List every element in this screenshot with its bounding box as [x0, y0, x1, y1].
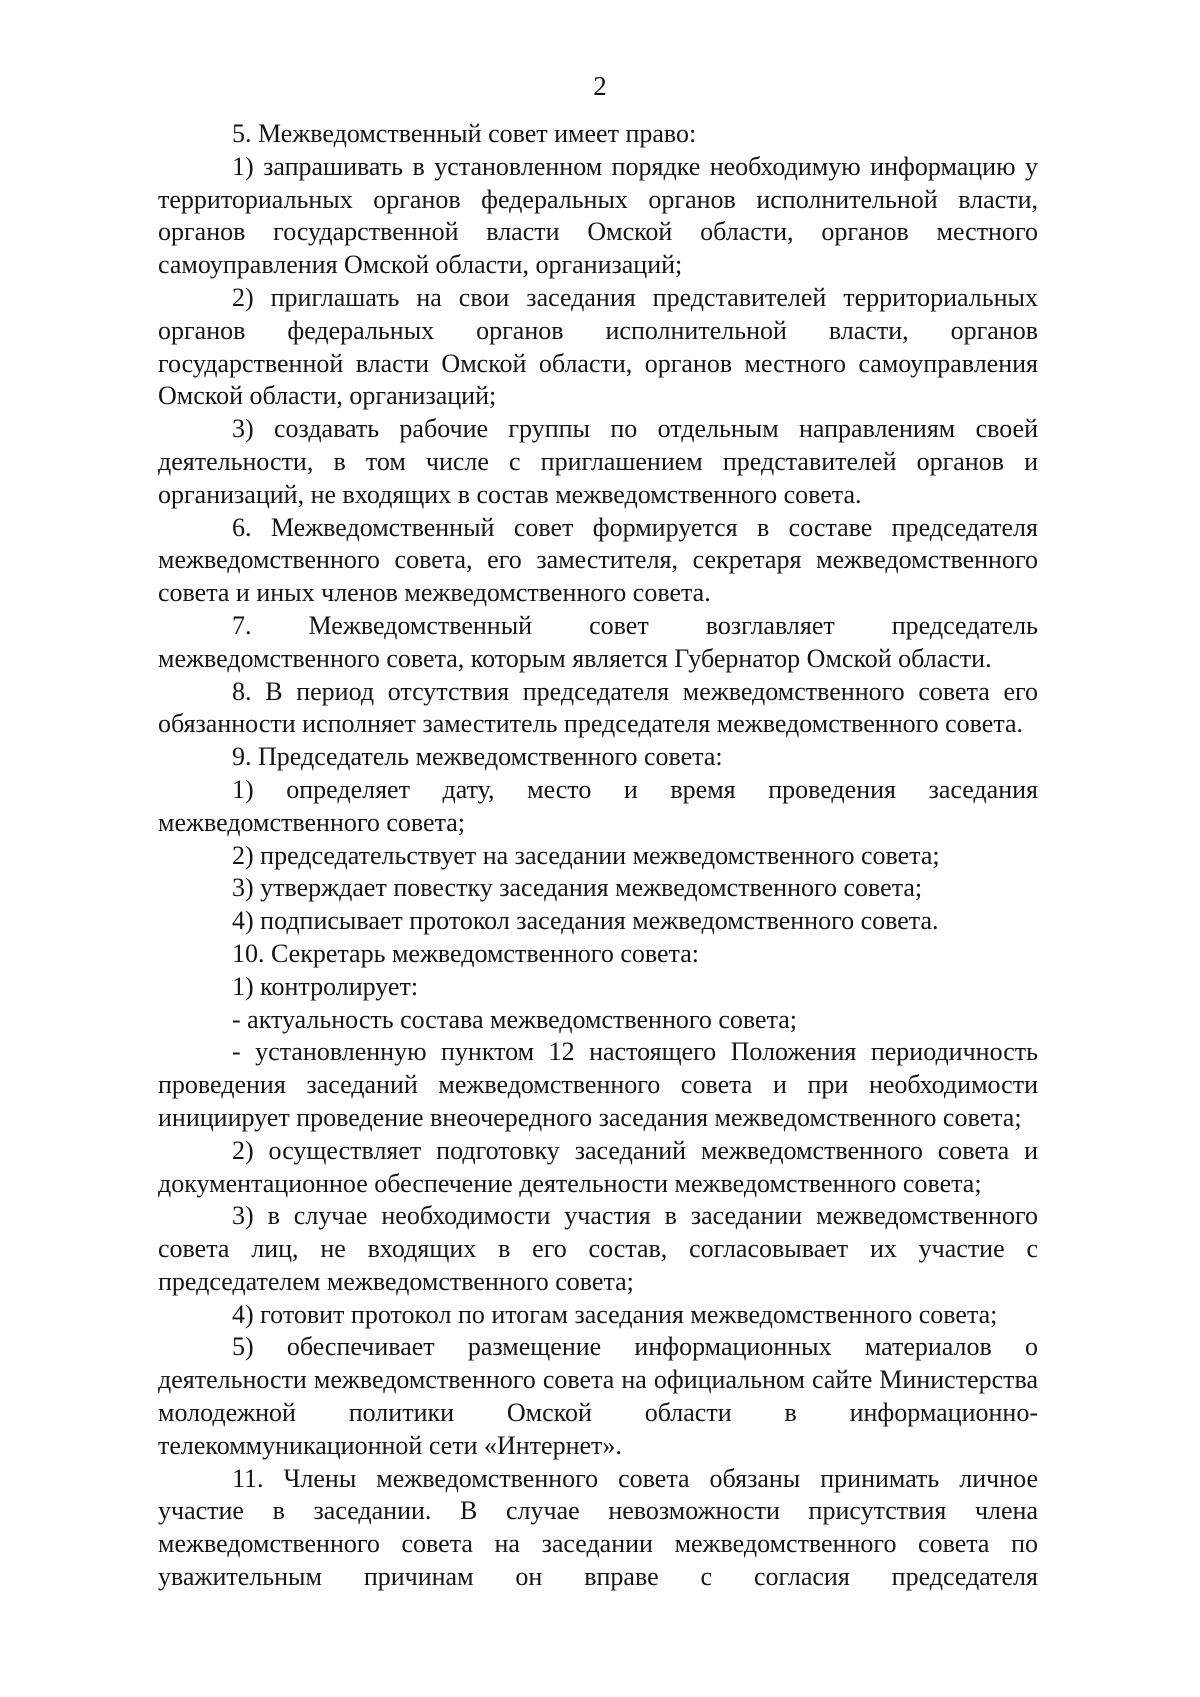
paragraph-6: 6. Межведомственный совет формируется в составе председателя межведомственного совета, его заместителя, секретаря межведомственного совета и иных членов межведомственного совета. — [158, 512, 1038, 608]
page-number: 2 — [593, 71, 607, 101]
paragraph-9-item-1: 1) определяет дату, место и время проведения заседания межведомственного совета; — [158, 774, 1038, 837]
document-body — [158, 118, 1038, 1594]
paragraph-10-item-1-dash-1: - актуальность состава межведомственного совета; — [232, 1004, 798, 1034]
paragraph-8: 8. В период отсутствия председателя межведомственного совета его обязанности исполняет заместитель председателя межведомственного совета. — [158, 676, 1038, 739]
paragraph-10-item-3: 3) в случае необходимости участия в заседании межведомственного совета лиц, не входящих в его состав, согласовывает их участие с председателем межведомственного совета; — [158, 1201, 1038, 1296]
paragraph-7: 7. Межведомственный совет возглавляет председатель межведомственного совета, которым является Губернатор Омской области. — [158, 610, 1038, 673]
paragraph-9-item-3: 3) утверждает повестку заседания межведомственного совета; — [232, 873, 923, 903]
paragraph-10-secretary: 10. Секретарь межведомственного совета: — [232, 938, 699, 968]
paragraph-10-item-1-dash-2: - установленную пунктом 12 настоящего Положения периодичность проведения заседаний межведомственного совета и при необходимости инициирует проведение внеочередного заседания межведомственного совета; — [158, 1037, 1038, 1132]
paragraph-10-item-2: 2) осуществляет подготовку заседаний межведомственного совета и документационное обеспечение деятельности межведомственного совета; — [158, 1135, 1038, 1198]
paragraph-11: 11. Члены межведомственного совета обязаны принимать личное участие в заседании. В случае невозможности присутствия члена межведомственного совета на заседании межведомственного совета по уважительным причинам он вправе с согласия председателя — [158, 1463, 1038, 1592]
paragraph-10-item-4: 4) готовит протокол по итогам заседания межведомственного совета; — [232, 1299, 998, 1329]
paragraph-9-chair: 9. Председатель межведомственного совета: — [232, 742, 723, 772]
paragraph-9-item-4: 4) подписывает протокол заседания межведомственного совета. — [232, 906, 939, 936]
paragraph-10-item-1: 1) контролирует: — [232, 971, 419, 1001]
paragraph-5-rights: 5. Межведомственный совет имеет право: — [232, 119, 697, 148]
paragraph-5-item-3: 3) создавать рабочие группы по отдельным направлениям своей деятельности, в том числе с приглашением представителей органов и организаций, не входящих в состав межведомственного совета. — [158, 414, 1038, 509]
paragraph-5-item-1: 1) запрашивать в установленном порядке необходимую информацию у территориальных органов федеральных органов исполнительной власти, органов государственной власти Омской области, органов местного самоуправления Омской области, организаций; — [158, 151, 1038, 280]
paragraph-5-item-2: 2) приглашать на свои заседания представителей территориальных органов федеральных органов исполнительной власти, органов государственной власти Омской области, органов местного самоуправления Омской области, организаций; — [158, 282, 1038, 411]
paragraph-10-item-5: 5) обеспечивает размещение информационных материалов о деятельности межведомственного совета на официальном сайте Министерства молодежной политики Омской области в информационно-телекоммуникационной сети «Интернет». — [158, 1332, 1038, 1460]
paragraph-9-item-2: 2) председательствует на заседании межведомственного совета; — [232, 840, 940, 870]
